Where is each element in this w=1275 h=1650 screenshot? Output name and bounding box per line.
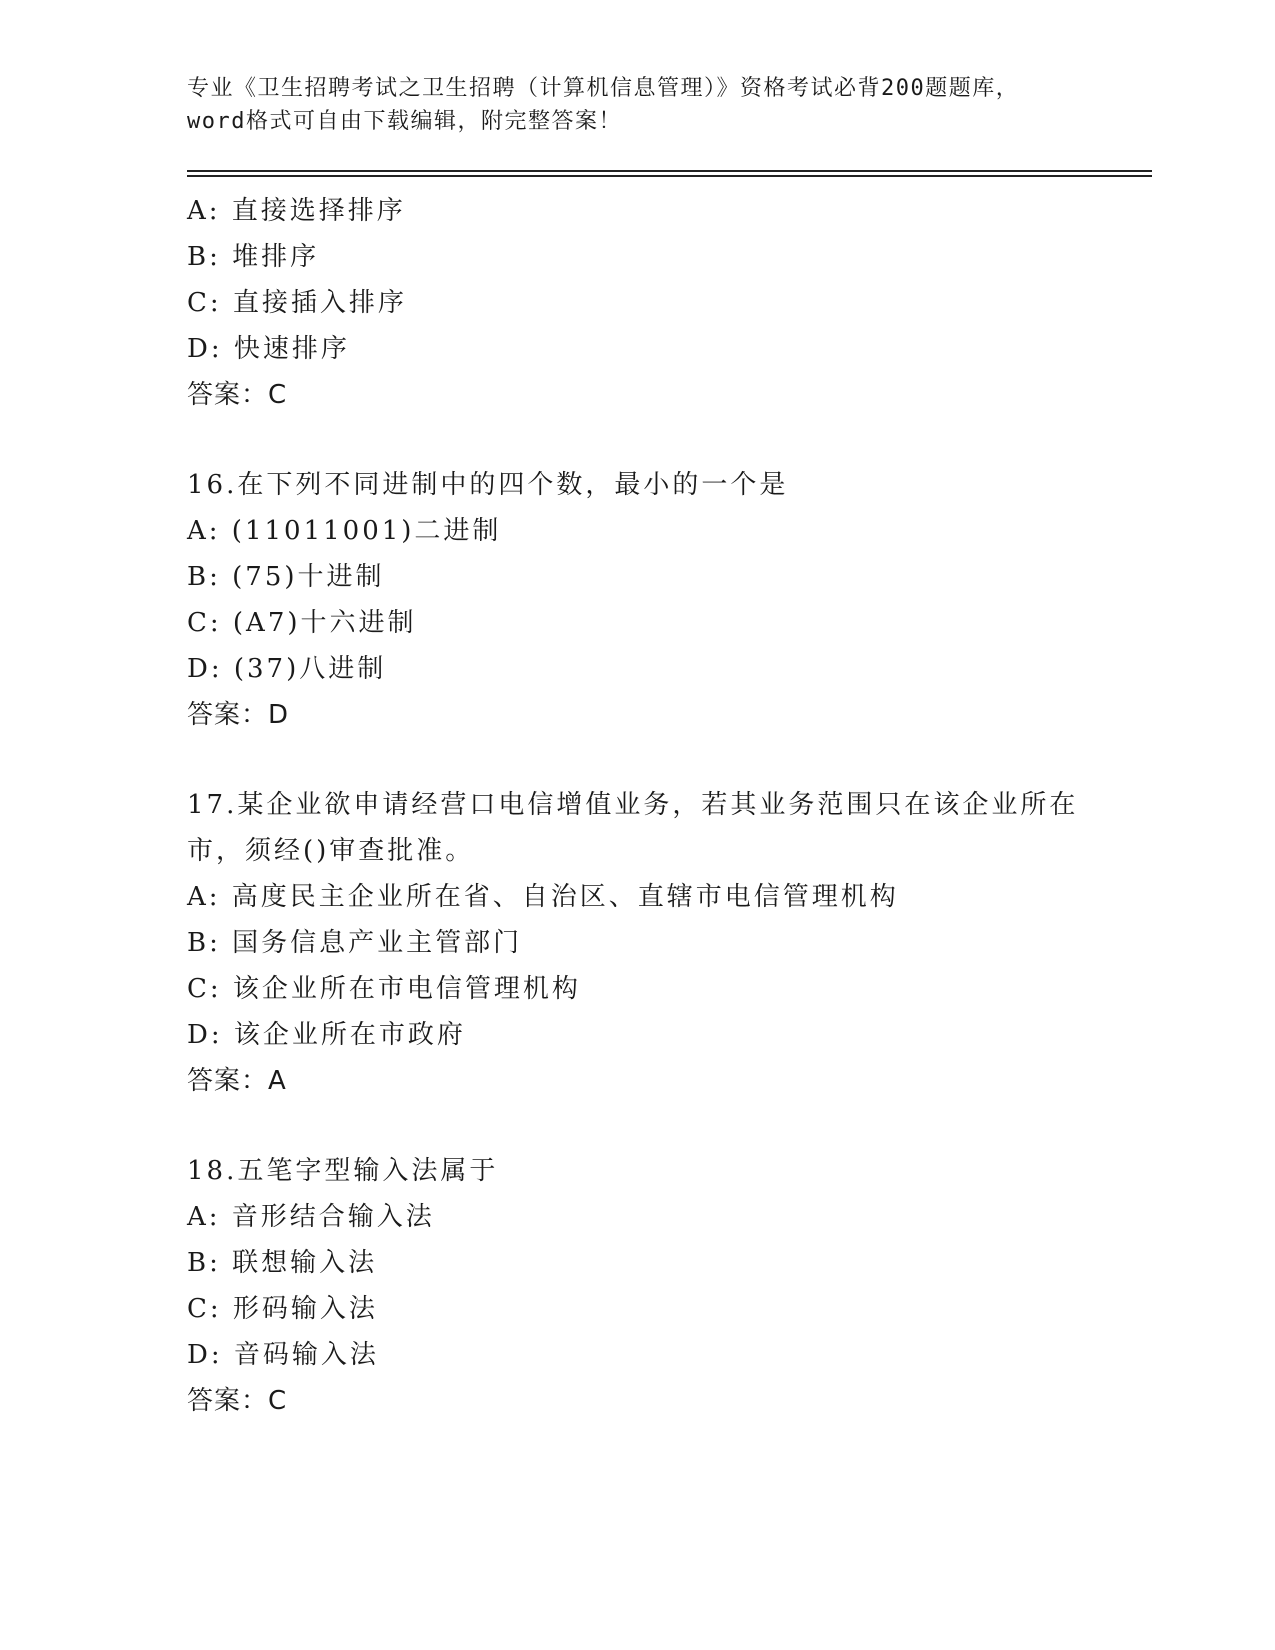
header-rule-top bbox=[187, 170, 1152, 172]
option-a: A: 高度民主企业所在省、自治区、直辖市电信管理机构 bbox=[187, 882, 899, 912]
option-c: C: 直接插入排序 bbox=[187, 288, 407, 318]
option-b: B: (75)十进制 bbox=[187, 562, 385, 592]
option-c: C: 形码输入法 bbox=[187, 1294, 378, 1324]
header-rule-bottom bbox=[187, 175, 1152, 177]
option-d: D: (37)八进制 bbox=[187, 654, 387, 684]
document-header bbox=[187, 72, 1087, 138]
question-stem: 18.五笔字型输入法属于 bbox=[187, 1156, 499, 1186]
option-a: A: 直接选择排序 bbox=[187, 196, 406, 226]
question-18 bbox=[187, 1148, 1137, 1424]
option-c: C: (A7)十六进制 bbox=[187, 608, 417, 638]
option-d: D: 该企业所在市政府 bbox=[187, 1020, 466, 1050]
option-d: D: 音码输入法 bbox=[187, 1340, 379, 1370]
header-line-2: word格式可自由下载编辑，附完整答案！ bbox=[187, 109, 622, 134]
header-line-1: 专业《卫生招聘考试之卫生招聘（计算机信息管理）》资格考试必背200题题库， bbox=[187, 76, 1020, 101]
option-a: A: 音形结合输入法 bbox=[187, 1202, 435, 1232]
option-d: D: 快速排序 bbox=[187, 334, 350, 364]
question-stem-line-2: 市，须经()审查批准。 bbox=[187, 836, 475, 866]
option-b: B: 国务信息产业主管部门 bbox=[187, 928, 523, 958]
question-stem-line-1: 17.某企业欲申请经营口电信增值业务，若其业务范围只在该企业所在 bbox=[187, 790, 1079, 820]
question-17 bbox=[187, 782, 1137, 1104]
answer: 答案：A bbox=[187, 1066, 287, 1096]
question-list bbox=[187, 188, 1137, 1424]
option-a: A: (11011001)二进制 bbox=[187, 516, 502, 546]
option-b: B: 联想输入法 bbox=[187, 1248, 378, 1278]
answer: 答案：C bbox=[187, 380, 288, 410]
question-15 bbox=[187, 188, 1137, 418]
option-b: B: 堆排序 bbox=[187, 242, 320, 272]
question-16 bbox=[187, 462, 1137, 738]
answer: 答案：C bbox=[187, 1386, 288, 1416]
option-c: C: 该企业所在市电信管理机构 bbox=[187, 974, 581, 1004]
question-stem: 16.在下列不同进制中的四个数，最小的一个是 bbox=[187, 470, 789, 500]
answer: 答案：D bbox=[187, 700, 290, 730]
